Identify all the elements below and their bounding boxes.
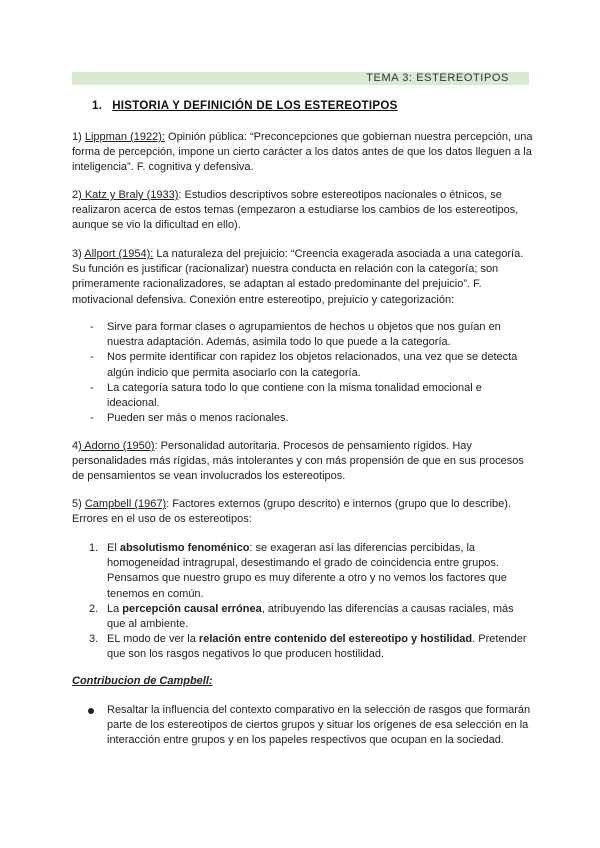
list-item <box>72 703 532 749</box>
item-bold: percepción causal errónea <box>122 602 262 615</box>
contribution-list <box>72 703 532 749</box>
paragraph-adorno <box>72 439 534 485</box>
section-number: 1. <box>92 100 103 112</box>
list-item: - La categoría satura todo lo que contiene con la misma tonalidad emocional e ideacional. <box>72 381 532 411</box>
paragraph-katz-braly <box>72 188 534 234</box>
list-number: 2. <box>89 602 99 615</box>
paragraph-prefix: 4 <box>72 440 79 452</box>
paragraph-text: : Personalidad autoritaria. Procesos de pensamiento rígidos. Hay personalidades más rígidas, más intolerantes y con más propensión de que en sus procesos de pensamientos se vean involucrados los estereotipos. <box>72 440 524 483</box>
list-item: - Sirve para formar clases o agrupamientos de hechos u objetos que nos guían en nuestra adaptación. Además, asimila todo lo que puede a la categoría. <box>72 320 532 350</box>
paragraph-prefix: 2 <box>72 189 79 201</box>
paragraph-lippman <box>72 130 534 176</box>
paragraph-text: : Factores externos (grupo descrito) e internos (grupo que lo describe). Errores en el uso de os estereotipos: <box>72 498 512 526</box>
author-ref: Lippman (1922): <box>84 131 165 143</box>
author-ref: Campbell (1967) <box>84 498 167 510</box>
paragraph-text: La naturaleza del prejuicio: “Creencia exagerada asociada a una categoría. Su función es justificar (racionalizar) nuestra conducta en relación con la categoría; son primeramente racionalizadores, se adaptan al estado predominante del prejuicio”. F. motivacional defensiva. Conexión entre estereotipo, prejuicio y categorización: <box>72 248 524 306</box>
topic-header-label: TEMA 3: ESTEREOTIPOS <box>366 72 509 84</box>
item-text: El <box>107 542 120 554</box>
paragraph-prefix: 5) <box>72 498 85 510</box>
author-ref: ) Katz y Braly (1933) <box>78 189 179 201</box>
author-ref: ) Adorno (1950) <box>78 440 155 452</box>
list-item <box>72 602 532 632</box>
item-text: EL modo de ver la <box>107 633 199 646</box>
section-title: HISTORIA Y DEFINICIÓN DE LOS ESTEREOTIPOS <box>112 100 398 112</box>
list-number: 3. <box>89 633 99 646</box>
allport-list <box>72 320 532 426</box>
item-text: , atribuyendo las diferencias a causas raciales, más que al ambiente. <box>107 602 514 631</box>
bullet-icon <box>88 708 94 714</box>
paragraph-campbell <box>72 497 534 527</box>
item-text: . Pretender que son los rasgos negativos lo que producen hostilidad. <box>107 633 527 661</box>
campbell-errors-list <box>72 541 532 663</box>
topic-header-bar <box>72 72 529 85</box>
list-item: - Pueden ser más o menos racionales. <box>72 411 532 426</box>
section-heading <box>92 100 398 112</box>
item-text: Resaltar la influencia del contexto comparativo en la selección de rasgos que formarán parte de los estereotipos de ciertos grupos y situar los orígenes de esa selección en la interacción entre grupos y en los papeles respectivos que ocupan en la sociedad. <box>107 704 531 747</box>
item-text: : se exageran así las diferencias percibidas, la homogeneidad intragrupal, desestimando el grado de coincidencia entre grupos. Pensamos que nuestro grupo es muy diferente a otro y no vemos los factores que tenemos en común. <box>107 542 507 600</box>
list-number: 1. <box>89 542 99 554</box>
item-bold: absolutismo fenoménico <box>119 542 250 554</box>
contribution-heading: Contribucion de Campbell: <box>72 675 213 687</box>
list-item: - Nos permite identificar con rapidez los objetos relacionados, una vez que se detecta algún indicio que permita asociarlo con la categoría. <box>72 350 532 380</box>
paragraph-prefix: 1) <box>72 131 85 143</box>
paragraph-text: : Estudios descriptivos sobre estereotipos nacionales o étnicos, se realizaron acerca de estos temas (empezaron a estudiarse los cambios de los estereotipos, aunque se vio la dificultad en ello). <box>72 189 519 232</box>
item-text: La <box>107 602 123 615</box>
paragraph-prefix: 3) <box>72 248 85 260</box>
paragraph-allport <box>72 247 534 308</box>
item-bold: relación entre contenido del estereotipo y hostilidad <box>198 633 473 646</box>
paragraph-text: Opinión pública: “Preconcepciones que gobiernan nuestra percepción, una forma de percepción, impone un cierto carácter a los datos antes de que los datos lleguen a la inteligencia”. F. cognitiva y defensiva. <box>72 131 533 174</box>
list-item <box>72 541 532 602</box>
author-ref: Allport (1954): <box>84 248 154 260</box>
list-item <box>72 632 532 662</box>
